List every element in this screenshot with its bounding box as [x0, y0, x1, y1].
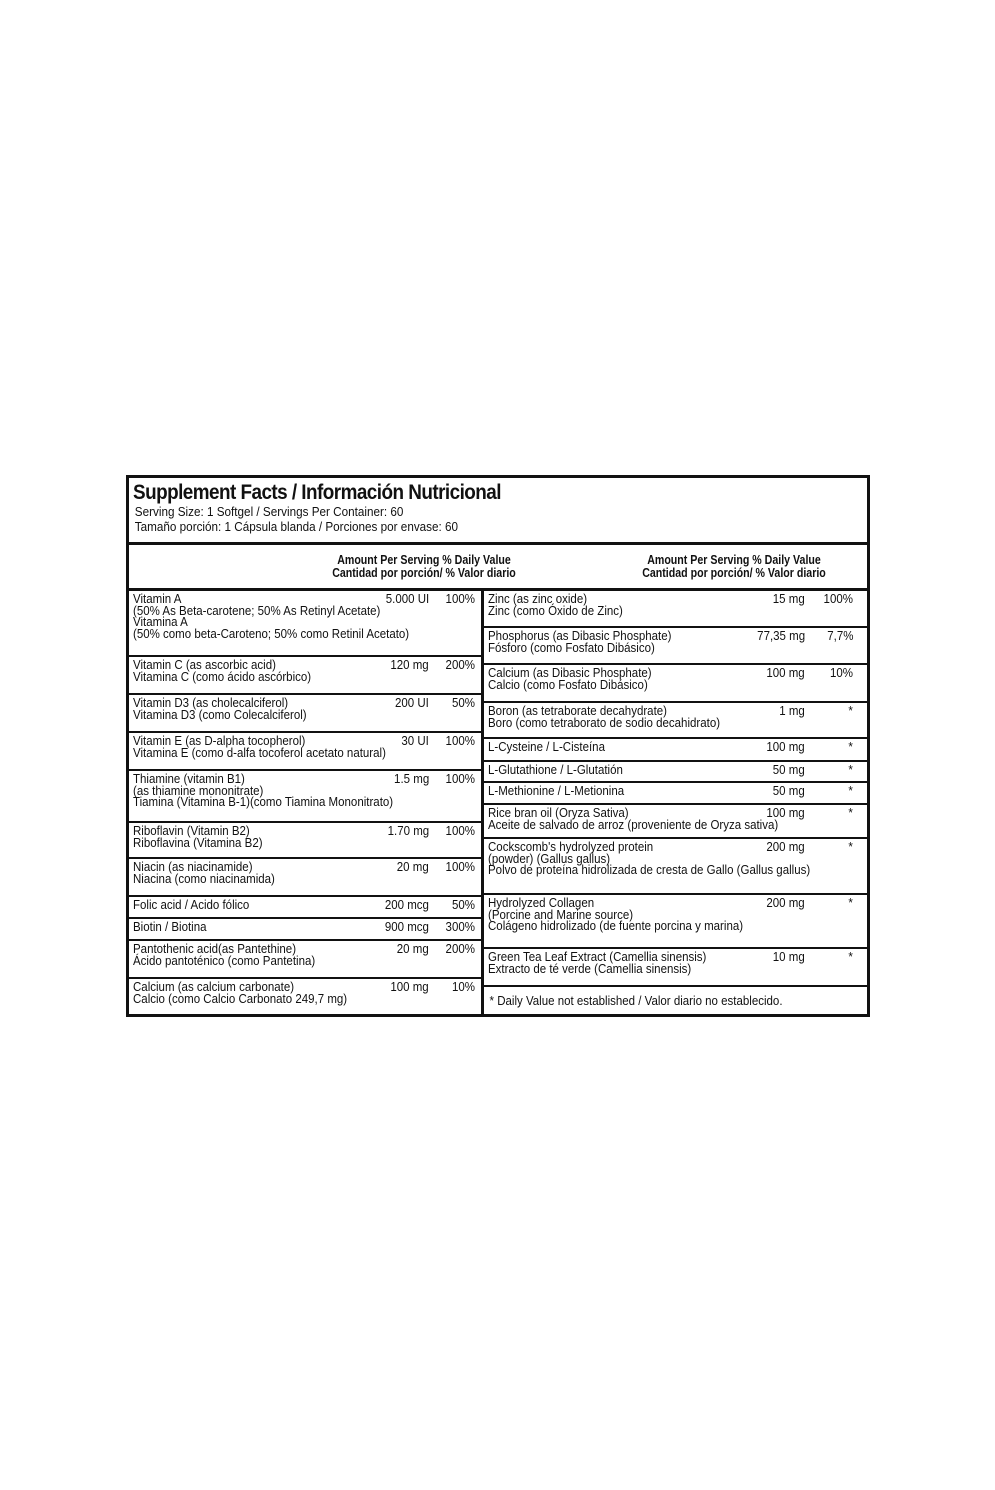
nutrient-name-line: Biotin / Biotina: [133, 920, 207, 934]
nutrient-name-line: (50% como beta-Caroteno; 50% como Retinil Acetato): [133, 626, 410, 641]
footnote: * Daily Value not established / Valor diario no establecido.: [489, 994, 783, 1008]
daily-value: 50%: [451, 696, 475, 710]
nutrient-name-line: Vitamina E (como d-alfa tocoferol acetato natural): [133, 745, 386, 760]
nutrient-name-line: Calcium (as Dibasic Phosphate): [488, 666, 652, 680]
daily-value: 10%: [829, 666, 853, 680]
nutrient-name-line: Green Tea Leaf Extract (Camellia sinensis): [488, 950, 707, 964]
daily-value: *: [848, 806, 853, 820]
amount-per-serving: 77,35 mg: [757, 629, 805, 643]
nutrient-name-line: Vitamina D3 (como Colecalciferol): [133, 707, 307, 722]
amount-per-serving: 1.5 mg: [393, 772, 429, 786]
daily-value: 100%: [445, 860, 475, 874]
supplement-facts-panel: [126, 475, 870, 1017]
amount-per-serving: 900 mcg: [384, 920, 429, 934]
daily-value: 100%: [445, 772, 475, 786]
nutrient-name-line: Fósforo (como Fosfato Dibásico): [488, 640, 655, 655]
column-header-line1: Amount Per Serving % Daily Value: [647, 553, 821, 567]
nutrient-row: [484, 949, 867, 985]
nutrient-name-line: Vitamina A: [133, 615, 188, 629]
daily-value: 100%: [445, 824, 475, 838]
amount-per-serving: 100 mg: [766, 806, 805, 820]
title-block: [129, 478, 867, 545]
nutrient-name-line: (50% As Beta-carotene; 50% As Retinyl Acetate): [133, 603, 381, 618]
nutrient-name-line: Riboflavina (Vitamina B2): [133, 835, 263, 850]
nutrient-name-line: Aceite de salvado de arroz (proveniente de Oryza sativa): [488, 817, 779, 832]
amount-per-serving: 30 UI: [401, 734, 429, 748]
daily-value: 100%: [445, 592, 475, 606]
nutrient-row: [484, 739, 867, 762]
nutrient-name-line: Hydrolyzed Collagen: [488, 896, 595, 910]
amount-per-serving: 100 mg: [766, 740, 805, 754]
nutrient-row: [484, 703, 867, 739]
daily-value: *: [848, 896, 853, 910]
nutrient-name-line: Vitamin D3 (as cholecalciferol): [133, 696, 289, 710]
nutrient-name-line: L-Glutathione / L-Glutatión: [488, 763, 623, 777]
nutrient-name-line: Extracto de té verde (Camellia sinensis): [488, 961, 692, 976]
nutrient-row: [129, 897, 481, 919]
nutrient-row: [484, 783, 867, 805]
nutrient-name-line: L-Cysteine / L-Cisteína: [488, 740, 605, 754]
nutrient-row: [484, 805, 867, 839]
nutrient-name-line: Ácido pantoténico (como Pantetina): [133, 953, 316, 968]
amount-per-serving: 50 mg: [773, 784, 805, 798]
nutrient-row: [129, 859, 481, 897]
daily-value: 10%: [451, 980, 475, 994]
nutrient-row: [129, 591, 481, 657]
nutrient-row: [484, 628, 867, 665]
amount-per-serving: 120 mg: [390, 658, 429, 672]
nutrient-name-line: Rice bran oil (Oryza Sativa): [488, 806, 629, 820]
nutrient-row: [484, 762, 867, 783]
amount-per-serving: 20 mg: [397, 860, 429, 874]
nutrient-row: [129, 941, 481, 979]
amount-per-serving: 20 mg: [397, 942, 429, 956]
nutrient-name-line: Calcium (as calcium carbonate): [133, 980, 295, 994]
nutrient-name-line: Vitamin A: [133, 592, 182, 606]
nutrient-row: [484, 895, 867, 949]
daily-value: *: [848, 704, 853, 718]
nutrient-name-line: Niacin (as niacinamide): [133, 860, 253, 874]
nutrient-name-line: Zinc (como Óxido de Zinc): [488, 603, 623, 618]
nutrient-name-line: Vitamina C (como ácido ascórbico): [133, 669, 312, 684]
nutrient-name-line: (powder) (Gallus gallus): [488, 851, 611, 866]
nutrient-row: [129, 695, 481, 733]
nutrient-name-line: Colágeno hidrolizado (de fuente porcina y marina): [488, 919, 744, 933]
nutrient-name-line: (Porcine and Marine source): [488, 907, 634, 922]
column-header-line2: Cantidad por porción/ % Valor diario: [332, 566, 516, 580]
nutrient-name-line: L-Methionine / L-Metionina: [488, 784, 625, 798]
nutrient-name-line: Folic acid / Acido fólico: [133, 898, 250, 912]
footnote-row: [484, 985, 867, 1017]
nutrient-row: [484, 839, 867, 895]
daily-value: *: [848, 950, 853, 964]
daily-value: *: [848, 740, 853, 754]
nutrient-name-line: (as thiamine mononitrate): [133, 783, 264, 798]
nutrient-row: [129, 919, 481, 941]
nutrient-name-line: Cockscomb's hydrolyzed protein: [488, 840, 654, 854]
nutrient-row: [129, 823, 481, 859]
daily-value: 200%: [445, 658, 475, 672]
daily-value: 200%: [445, 942, 475, 956]
nutrient-row: [129, 657, 481, 695]
nutrient-name-line: Thiamine (vitamin B1): [133, 772, 245, 786]
nutrient-row: [129, 979, 481, 1015]
nutrient-name-line: Polvo de proteína hidrolizada de cresta de Gallo (Gallus gallus): [488, 863, 811, 877]
amount-per-serving: 200 mg: [766, 840, 805, 854]
nutrient-name-line: Zinc (as zinc oxide): [488, 592, 588, 606]
amount-per-serving: 200 mcg: [384, 898, 429, 912]
nutrient-column-right: [484, 591, 867, 1014]
amount-per-serving: 5.000 UI: [385, 592, 429, 606]
daily-value: 100%: [823, 592, 853, 606]
daily-value: 50%: [451, 898, 475, 912]
serving-info-es: Tamaño porción: 1 Cápsula blanda / Porciones por envase: 60: [134, 519, 459, 534]
serving-info-en: Serving Size: 1 Softgel / Servings Per Container: 60: [134, 504, 404, 519]
nutrient-name-line: Calcio (como Calcio Carbonato 249,7 mg): [133, 991, 348, 1006]
nutrient-name-line: Vitamin C (as ascorbic acid): [133, 658, 276, 672]
nutrient-name-line: Riboflavin (Vitamin B2): [133, 824, 250, 838]
column-header-line1: Amount Per Serving % Daily Value: [337, 553, 511, 567]
daily-value: *: [848, 840, 853, 854]
daily-value: *: [848, 784, 853, 798]
amount-per-serving: 200 UI: [395, 696, 429, 710]
column-headers: [129, 548, 867, 591]
amount-per-serving: 100 mg: [766, 666, 805, 680]
amount-per-serving: 200 mg: [766, 896, 805, 910]
daily-value: 7,7%: [826, 629, 853, 643]
nutrient-row: [484, 665, 867, 703]
amount-per-serving: 1 mg: [779, 704, 805, 718]
nutrient-name-line: Tiamina (Vitamina B-1)(como Tiamina Mononitrato): [133, 795, 394, 809]
nutrient-row: [484, 591, 867, 628]
column-header-line2: Cantidad por porción/ % Valor diario: [642, 566, 826, 580]
amount-per-serving: 15 mg: [773, 592, 805, 606]
nutrient-name-line: Calcio (como Fosfato Dibásico): [488, 677, 648, 692]
daily-value: 300%: [445, 920, 475, 934]
daily-value: *: [848, 763, 853, 777]
amount-per-serving: 100 mg: [390, 980, 429, 994]
nutrient-name-line: Niacina (como niacinamida): [133, 871, 275, 886]
column-header-right: [607, 554, 862, 580]
column-header-left: [301, 554, 548, 580]
amount-per-serving: 10 mg: [773, 950, 805, 964]
nutrient-column-left: [129, 591, 484, 1014]
nutrient-row: [129, 733, 481, 771]
daily-value: 100%: [445, 734, 475, 748]
amount-per-serving: 1.70 mg: [387, 824, 429, 838]
nutrient-name-line: Pantothenic acid(as Pantethine): [133, 942, 297, 956]
nutrient-name-line: Phosphorus (as Dibasic Phosphate): [488, 629, 672, 643]
panel-title: Supplement Facts / Información Nutricional: [133, 481, 501, 504]
nutrient-name-line: Vitamin E (as D-alpha tocopherol): [133, 734, 306, 748]
nutrient-name-line: Boron (as tetraborate decahydrate): [488, 704, 667, 718]
amount-per-serving: 50 mg: [773, 763, 805, 777]
nutrient-row: [129, 771, 481, 823]
nutrient-name-line: Boro (como tetraborato de sodio decahidrato): [488, 715, 721, 730]
